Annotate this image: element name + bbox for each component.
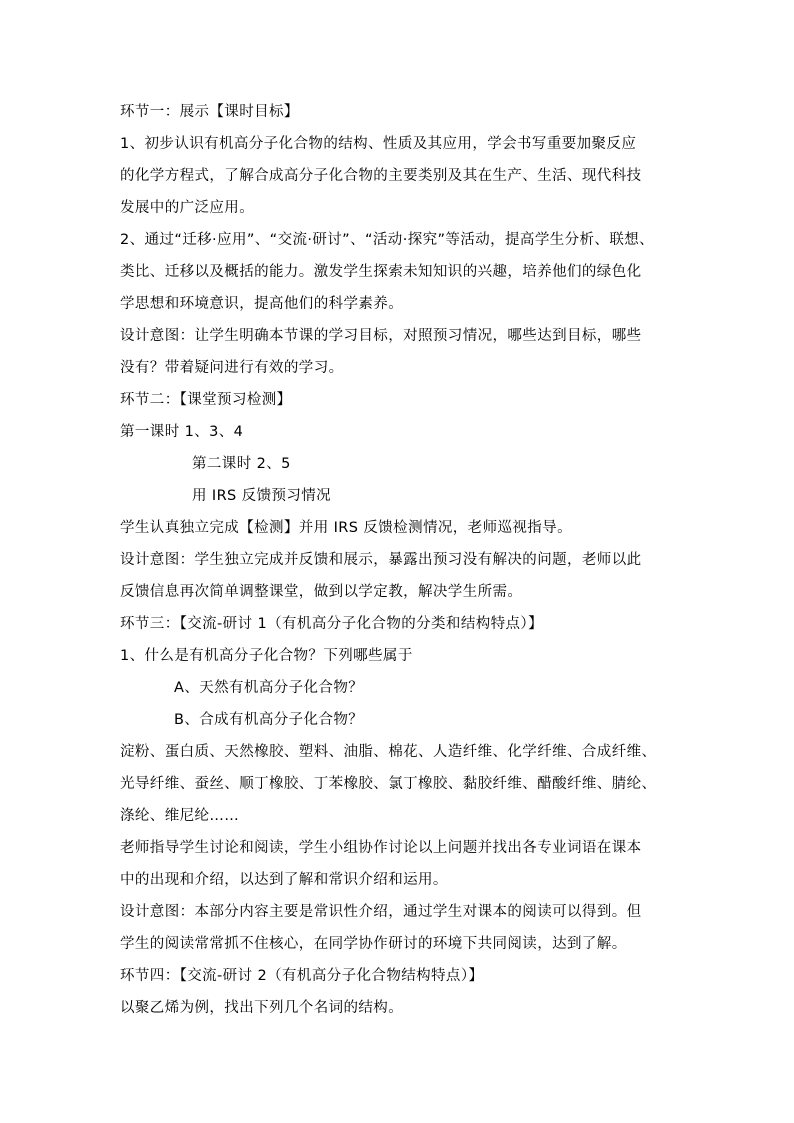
teacher-guidance-line-2: 中的出现和介绍，以达到了解和常识介绍和运用。 xyxy=(120,872,448,888)
materials-list-line-2: 光导纤维、蚕丝、顺丁橡胶、丁苯橡胶、氯丁橡胶、黏胶纤维、醋酸纤维、腈纶、 xyxy=(120,776,657,792)
objective-2-line-1: 2、通过“迁移·应用”、“交流·研讨”、“活动·探究”等活动，提高学生分析、联想、 xyxy=(120,232,655,248)
section-heading-4: 环节四：【交流-研讨 2（有机高分子化合物结构特点）】 xyxy=(120,968,484,984)
design-intent-1-line-1: 设计意图：让学生明确本节课的学习目标，对照预习情况，哪些达到目标，哪些 xyxy=(120,328,642,344)
objective-1-line-2: 的化学方程式，了解合成高分子化合物的主要类别及其在生产、生活、现代科技 xyxy=(120,168,642,184)
objective-1-line-1: 1、初步认识有机高分子化合物的结构、性质及其应用，学会书写重要加聚反应 xyxy=(120,136,637,152)
document-body xyxy=(120,96,680,1024)
materials-list-line-3: 涤纶、维尼纶…… xyxy=(120,808,240,824)
option-a: A、天然有机高分子化合物？ xyxy=(174,680,364,696)
lesson-one-items: 第一课时 1、3、4 xyxy=(120,424,244,440)
irs-feedback-line: 用 IRS 反馈预习情况 xyxy=(192,488,332,504)
objective-2-line-2: 类比、迁移以及概括的能力。激发学生探索未知知识的兴趣，培养他们的绿色化 xyxy=(120,264,642,280)
option-b: B、合成有机高分子化合物？ xyxy=(174,712,364,728)
question-1: 1、什么是有机高分子化合物？下列哪些属于 xyxy=(120,648,413,664)
student-activity-line: 学生认真独立完成【检测】并用 IRS 反馈检测情况，老师巡视指导。 xyxy=(120,520,572,536)
section-heading-1: 环节一：展示【课时目标】 xyxy=(120,104,299,120)
objective-1-line-3: 发展中的广泛应用。 xyxy=(120,200,255,216)
materials-list-line-1: 淀粉、蛋白质、天然橡胶、塑料、油脂、棉花、人造纤维、化学纤维、合成纤维、 xyxy=(120,744,657,760)
teacher-guidance-line-1: 老师指导学生讨论和阅读，学生小组协作讨论以上问题并找出各专业词语在课本 xyxy=(120,840,642,856)
design-intent-3-line-2: 学生的阅读常常抓不住核心，在同学协作研讨的环境下共同阅读，达到了解。 xyxy=(120,936,627,952)
lesson-two-items: 第二课时 2、5 xyxy=(192,456,291,472)
polyethylene-instruction: 以聚乙烯为例，找出下列几个名词的结构。 xyxy=(120,1000,404,1016)
design-intent-2-line-2: 反馈信息再次简单调整课堂，做到以学定教，解决学生所需。 xyxy=(120,584,523,600)
section-heading-2: 环节二：【课堂预习检测】 xyxy=(120,392,292,408)
objective-2-line-3: 学思想和环境意识，提高他们的科学素养。 xyxy=(120,296,404,312)
design-intent-1-line-2: 没有？带着疑问进行有效的学习。 xyxy=(120,360,344,376)
design-intent-3-line-1: 设计意图：本部分内容主要是常识性介绍，通过学生对课本的阅读可以得到。但 xyxy=(120,904,642,920)
section-heading-3: 环节三：【交流-研讨 1（有机高分子化合物的分类和结构特点）】 xyxy=(120,616,543,632)
design-intent-2-line-1: 设计意图：学生独立完成并反馈和展示，暴露出预习没有解决的问题，老师以此 xyxy=(120,552,642,568)
